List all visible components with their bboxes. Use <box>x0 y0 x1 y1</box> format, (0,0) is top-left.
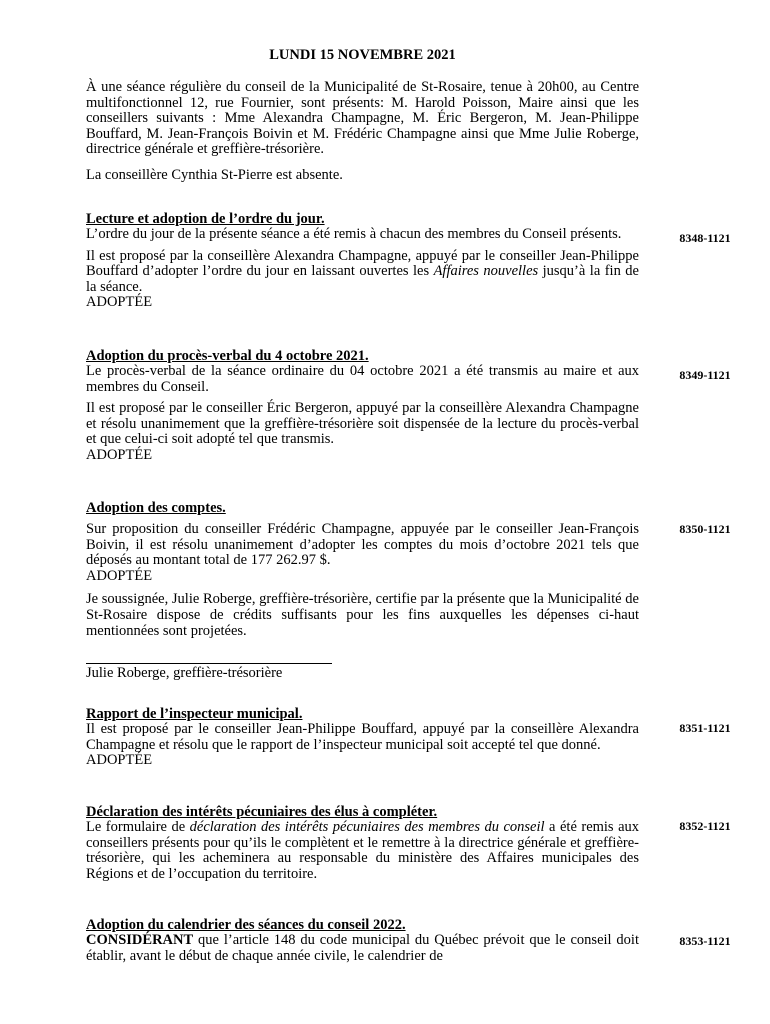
adopted-label: ADOPTÉE <box>86 752 153 769</box>
resolution-number: 8351-1121 <box>679 721 731 735</box>
section-heading: Lecture et adoption de l’ordre du jour. <box>86 211 325 227</box>
section-heading: Adoption du calendrier des séances du conseil 2022. <box>86 917 406 933</box>
text-run: que l’article 148 du code municipal du Québec prévoit que le conseil doit établir, avant le début de chaque année civile, le calendrier de <box>86 932 639 964</box>
signature-name: Julie Roberge, greffière-trésorière <box>86 665 283 682</box>
text-run: a été remis aux conseillers présents pour qu’ils le complètent et le remettre à la directrice générale et greffière-trésorière, qui les acheminera au responsable du ministère des Affaires municipales des Régions et de l’occupation du territoire. <box>86 819 639 882</box>
italic-text: déclaration des intérêts pécuniaires des membres du conseil <box>189 819 545 835</box>
text-run: Il est proposé par la conseillère Alexandra Champagne, appuyé par le conseiller Jean-Philippe Bouffard d’adopter l’ordre du jour en laissant ouvertes les <box>86 247 639 280</box>
section-interets <box>86 804 639 882</box>
resolution-number: 8352-1121 <box>679 819 731 833</box>
section-paragraph: Il est proposé par le conseiller Jean-Philippe Bouffard, appuyé par la conseillère Alexandra Champagne et résolu que le rapport de l’inspecteur municipal soit accepté tel que donné. <box>86 721 639 753</box>
section-paragraph: Il est proposé par le conseiller Éric Bergeron, appuyé par la conseillère Alexandra Champagne et résolu unanimement que la greffière-trésorière soit dispensée de la lecture du procès-verbal et que celui-ci soit adopté tel que transmis. <box>86 400 639 448</box>
section-heading: Adoption des comptes. <box>86 500 226 516</box>
italic-text: Affaires nouvelles <box>433 263 539 280</box>
section-paragraph: Sur proposition du conseiller Frédéric Champagne, appuyée par le conseiller Jean-François Boivin, il est résolu unanimement d’adopter les comptes du mois d’octobre 2021 tels que déposés au montant total de 177 262.97 $. <box>86 521 639 569</box>
text-run: jusqu’à la fin de la séance. <box>86 263 639 295</box>
adopted-label: ADOPTÉE <box>86 294 153 311</box>
adopted-label: ADOPTÉE <box>86 446 153 463</box>
section-paragraph: Le procès-verbal de la séance ordinaire du 04 octobre 2021 a été transmis au maire et aux membres du Conseil. <box>86 363 639 395</box>
section-heading: Adoption du procès-verbal du 4 octobre 2021. <box>86 348 369 364</box>
signature-line <box>86 648 332 664</box>
section-paragraph <box>86 249 639 296</box>
section-heading: Déclaration des intérêts pécuniaires des élus à compléter. <box>86 804 438 820</box>
section-paragraph <box>86 933 639 964</box>
resolution-number: 8350-1121 <box>679 522 731 536</box>
certification-paragraph: Je soussignée, Julie Roberge, greffière-trésorière, certifie par la présente que la Municipalité de St-Rosaire dispose de crédits suffisants pour les fins auxquelles les dépenses ci-haut mentionnées sont projetées. <box>86 591 639 639</box>
resolution-number: 8348-1121 <box>679 231 731 245</box>
section-comptes <box>86 500 639 682</box>
section-inspecteur <box>86 706 639 769</box>
adopted-label: ADOPTÉE <box>86 567 153 584</box>
resolution-number: 8349-1121 <box>679 368 731 382</box>
page-title: LUNDI 15 NOVEMBRE 2021 <box>269 47 456 63</box>
section-paragraph <box>86 820 639 882</box>
absent-paragraph: La conseillère Cynthia St-Pierre est absente. <box>86 166 343 183</box>
bold-text: CONSIDÉRANT <box>86 932 194 948</box>
section-calendrier <box>86 917 639 964</box>
section-heading: Rapport de l’inspecteur municipal. <box>86 706 303 722</box>
intro-paragraph: À une séance régulière du conseil de la Municipalité de St-Rosaire, tenue à 20h00, au Centre multifonctionnel 12, rue Fournier, sont présents: M. Harold Poisson, Maire ainsi que les conseillers suivants : Mme Alexandra Champagne, M. Éric Bergeron, M. Jean-Philippe Bouffard, M. Jean-François Boivin et M. Frédéric Champagne ainsi que Mme Julie Roberge, directrice générale et greffière-trésorière. <box>86 79 639 158</box>
text-run: Le formulaire de <box>86 819 190 835</box>
section-paragraph: L’ordre du jour de la présente séance a été remis à chacun des membres du Conseil présents. <box>86 226 622 242</box>
intro-block <box>86 80 639 184</box>
section-proces-verbal <box>86 348 639 464</box>
resolution-number: 8353-1121 <box>679 934 731 948</box>
section-ordre-du-jour <box>86 211 639 311</box>
